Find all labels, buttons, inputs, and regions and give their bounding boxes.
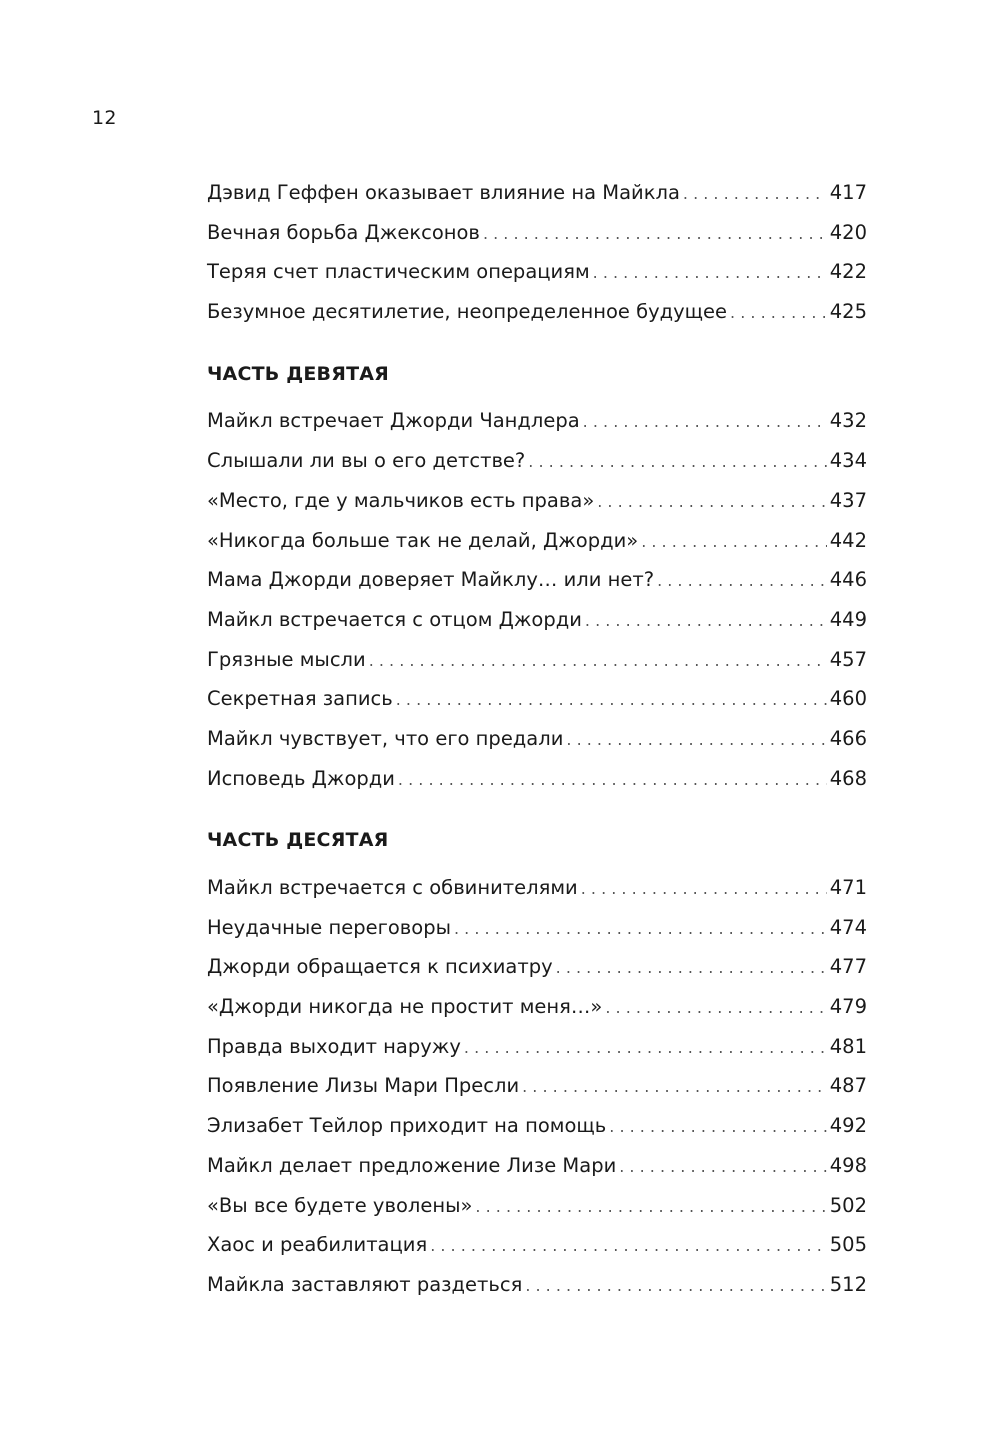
toc-entry[interactable] [207, 759, 867, 799]
toc-entry[interactable] [207, 292, 867, 332]
toc-entry[interactable] [207, 481, 867, 521]
toc-entry-page: 432 [829, 409, 867, 433]
dot-leader [619, 1147, 827, 1187]
toc-entry[interactable] [207, 441, 867, 481]
toc-entry-page: 446 [829, 568, 867, 592]
toc-entry-title: Исповедь Джорди [207, 766, 395, 790]
toc-entry-page: 468 [829, 766, 867, 790]
toc-entry[interactable] [207, 173, 867, 213]
dot-leader [566, 720, 826, 760]
dot-leader [483, 214, 827, 254]
toc-entry[interactable] [207, 1066, 867, 1106]
dot-leader [641, 522, 827, 562]
toc-entry-title: Теряя счет пластическим операциям [207, 260, 590, 284]
toc-entry-page: 492 [829, 1114, 867, 1138]
toc-entry-title: Секретная запись [207, 687, 393, 711]
toc-entry-page: 460 [829, 687, 867, 711]
dot-leader [396, 680, 827, 720]
toc-entry-title: Майкл встречает Джорди Чандлера [207, 409, 580, 433]
toc-entry-title: «Вы все будете уволены» [207, 1193, 473, 1217]
toc-entry-title: Грязные мысли [207, 647, 366, 671]
toc-entry[interactable] [207, 1146, 867, 1186]
toc-entry-title: Майкла заставляют раздеться [207, 1272, 523, 1296]
toc-entry[interactable] [207, 679, 867, 719]
toc-entry-page: 422 [829, 260, 867, 284]
toc-entry-page: 417 [829, 181, 867, 204]
toc-entry-title: Джорди обращается к психиатру [207, 955, 553, 979]
dot-leader [398, 760, 827, 800]
toc-entry-title: «Джорди никогда не простит меня…» [207, 995, 603, 1019]
dot-leader [430, 1226, 827, 1266]
toc-entry-page: 502 [829, 1193, 867, 1217]
toc-entry-page: 479 [829, 995, 867, 1019]
dot-leader [730, 293, 827, 333]
toc-section-part-nine [207, 355, 867, 799]
toc-entry[interactable] [207, 908, 867, 948]
dot-leader [454, 909, 827, 949]
dot-leader [585, 601, 827, 641]
toc-entry[interactable] [207, 868, 867, 908]
toc-entry[interactable] [207, 521, 867, 561]
table-of-contents [207, 173, 867, 1305]
toc-entry[interactable] [207, 640, 867, 680]
toc-entry[interactable] [207, 719, 867, 759]
toc-entry-title: Слышали ли вы о его детстве? [207, 449, 526, 473]
toc-entry-page: 471 [829, 876, 867, 899]
toc-entry-title: «Место, где у мальчиков есть права» [207, 488, 595, 512]
dot-leader [583, 402, 827, 442]
toc-entry-title: Появление Лизы Мари Пресли [207, 1074, 520, 1098]
toc-entry[interactable] [207, 252, 867, 292]
toc-entry[interactable] [207, 1106, 867, 1146]
dot-leader [605, 988, 826, 1028]
toc-entry[interactable] [207, 1225, 867, 1265]
dot-leader [475, 1187, 826, 1227]
toc-entry-page: 420 [829, 220, 867, 244]
toc-entry-page: 512 [829, 1272, 867, 1296]
dot-leader [528, 442, 826, 482]
toc-entry-title: Безумное десятилетие, неопределенное будущее [207, 300, 728, 324]
dot-leader [657, 561, 827, 601]
dot-leader [593, 253, 827, 293]
toc-entry-page: 425 [829, 300, 867, 324]
toc-entry-page: 434 [829, 449, 867, 473]
toc-entry-page: 449 [829, 607, 867, 631]
toc-entry-title: «Никогда больше так не делай, Джорди» [207, 528, 639, 552]
part-heading: ЧАСТЬ ДЕВЯТАЯ [207, 362, 389, 385]
toc-entry[interactable] [207, 1186, 867, 1226]
toc-entry-title: Мама Джорди доверяет Майклу… или нет? [207, 568, 655, 592]
toc-entry-title: Неудачные переговоры [207, 915, 451, 939]
toc-entry-page: 466 [829, 726, 867, 750]
toc-entry-title: Майкл делает предложение Лизе Мари [207, 1153, 617, 1177]
toc-entry-title: Майкл чувствует, что его предали [207, 726, 564, 750]
dot-leader [683, 174, 827, 214]
dot-leader [522, 1067, 827, 1107]
toc-entry-page: 457 [829, 647, 867, 671]
dot-leader [556, 948, 827, 988]
dot-leader [464, 1028, 827, 1068]
toc-entry[interactable] [207, 213, 867, 253]
dot-leader [581, 869, 827, 909]
toc-entry-title: Вечная борьба Джексонов [207, 220, 480, 244]
toc-entry-page: 474 [829, 915, 867, 939]
toc-entry-title: Правда выходит наружу [207, 1034, 461, 1058]
dot-leader [525, 1266, 826, 1306]
toc-entry-title: Элизабет Тейлор приходит на помощь [207, 1114, 607, 1138]
toc-entry-title: Майкл встречается с отцом Джорди [207, 607, 582, 631]
toc-entry-page: 505 [829, 1233, 867, 1257]
toc-entry[interactable] [207, 560, 867, 600]
dot-leader [597, 482, 827, 522]
dot-leader [369, 641, 827, 681]
toc-entry[interactable] [207, 947, 867, 987]
toc-entry-page: 498 [829, 1153, 867, 1177]
toc-entry-page: 481 [829, 1034, 867, 1058]
toc-entry-page: 442 [829, 528, 867, 552]
toc-entry-title: Майкл встречается с обвинителями [207, 876, 578, 899]
toc-entry[interactable] [207, 1027, 867, 1067]
toc-entry[interactable] [207, 1265, 867, 1305]
page-number: 12 [92, 107, 117, 129]
dot-leader [609, 1107, 827, 1147]
toc-entry-title: Дэвид Геффен оказывает влияние на Майкла [207, 181, 680, 204]
toc-section-part-ten [207, 821, 867, 1304]
toc-entry[interactable] [207, 401, 867, 441]
toc-entry-page: 487 [829, 1074, 867, 1098]
part-heading: ЧАСТЬ ДЕСЯТАЯ [207, 829, 389, 852]
toc-entry-title: Хаос и реабилитация [207, 1233, 428, 1257]
toc-section-continued [207, 173, 867, 332]
toc-entry[interactable] [207, 987, 867, 1027]
toc-entry-page: 437 [829, 488, 867, 512]
toc-entry-page: 477 [829, 955, 867, 979]
toc-entry[interactable] [207, 600, 867, 640]
